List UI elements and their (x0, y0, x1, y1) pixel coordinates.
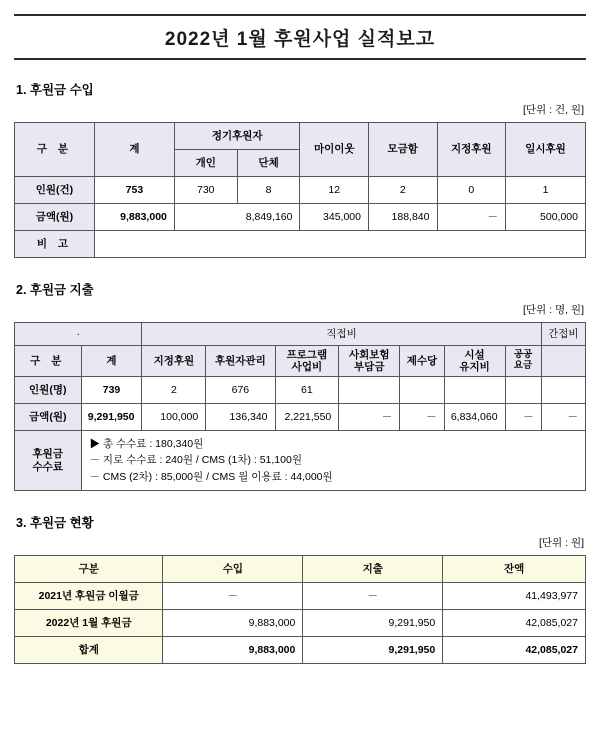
table-row (15, 231, 586, 258)
cell-amount-donor-mgmt: 136,340 (206, 404, 275, 431)
status-table (14, 555, 586, 664)
row-label-amount: 금액(원) (15, 404, 82, 431)
cell-amount-designated: 100,000 (142, 404, 206, 431)
cell-count-indirect (541, 377, 585, 404)
table-row (15, 636, 586, 663)
cell-amount-facility: 6,834,060 (444, 404, 505, 431)
col-division: 구 분 (15, 123, 95, 177)
cell-month-balance: 42,085,027 (443, 609, 586, 636)
cell-note (94, 231, 585, 258)
fee-line-total: ▶ 총 수수료 : 180,340원 (89, 438, 204, 451)
cell-amount-indirect: － (541, 404, 585, 431)
table-row (15, 177, 586, 204)
table-group-row (15, 323, 586, 346)
cell-count-designated: 2 (142, 377, 206, 404)
section3-unit: [단위 : 원] (538, 536, 584, 549)
cell-count-org: 8 (237, 177, 300, 204)
cell-count-utility (505, 377, 541, 404)
cell-amount-myineighbor: 345,000 (300, 204, 369, 231)
section-donation-status (14, 513, 586, 664)
group-indirect-cost: 간접비 (541, 323, 585, 346)
col-division: 구분 (15, 555, 163, 582)
col-total: 계 (94, 123, 174, 177)
cell-amount-regular: 8,849,160 (174, 204, 300, 231)
row-label-sum: 합계 (15, 636, 163, 663)
cell-count-program: 61 (275, 377, 339, 404)
cell-count-total: 753 (94, 177, 174, 204)
cell-count-social-insurance (339, 377, 400, 404)
table-row (15, 582, 586, 609)
cell-amount-onetime: 500,000 (506, 204, 586, 231)
section1-unit: [단위 : 건, 원] (523, 104, 584, 116)
income-table (14, 122, 586, 258)
col-onetime: 일시후원 (506, 123, 586, 177)
group-direct-cost: 직접비 (142, 323, 541, 346)
cell-count-allowance (400, 377, 444, 404)
col-program-cost: 프로그램 사업비 (275, 346, 339, 377)
col-division: 구 분 (15, 346, 82, 377)
fee-line-cms2-monthly: － CMS (2차) : 85,000원 / CMS 월 이용료 : 44,000원 (89, 470, 333, 483)
cell-count-onetime: 1 (506, 177, 586, 204)
cell-amount-utility: － (505, 404, 541, 431)
section-donation-expense (14, 280, 586, 491)
col-donation-box: 모금함 (368, 123, 437, 177)
col-designated: 지정후원 (437, 123, 506, 177)
section2-heading: 2. 후원금 지출 (16, 283, 94, 297)
cell-amount-total: 9,291,950 (81, 404, 142, 431)
col-designated: 지정후원 (142, 346, 206, 377)
table-row (15, 377, 586, 404)
section2-unit: [단위 : 명, 원] (523, 304, 584, 316)
cell-count-individual: 730 (174, 177, 237, 204)
table-header-row (15, 123, 586, 150)
cell-count-facility (444, 377, 505, 404)
expense-table (14, 322, 586, 491)
row-label-note: 비 고 (15, 231, 95, 258)
cell-count-total: 739 (81, 377, 142, 404)
table-row-fee (15, 431, 586, 491)
cell-carryover-expense: － (303, 582, 443, 609)
cell-sum-expense: 9,291,950 (303, 636, 443, 663)
cell-count-donor-mgmt: 676 (206, 377, 275, 404)
cell-count-donation-box: 2 (368, 177, 437, 204)
cell-sum-balance: 42,085,027 (443, 636, 586, 663)
cell-fee-detail (81, 431, 585, 491)
col-regular-individual: 개인 (174, 150, 237, 177)
col-donor-management: 후원자관리 (206, 346, 275, 377)
col-myineighbor: 마이이웃 (300, 123, 369, 177)
cell-count-designated: 0 (437, 177, 506, 204)
cell-count-myineighbor: 12 (300, 177, 369, 204)
row-label-count: 인원(건) (15, 177, 95, 204)
section-donation-income (14, 80, 586, 258)
cell-amount-donation-box: 188,840 (368, 204, 437, 231)
col-indirect-blank (541, 346, 585, 377)
col-income: 수입 (163, 555, 303, 582)
table-header-row (15, 555, 586, 582)
col-expense: 지출 (303, 555, 443, 582)
group-dot: · (15, 323, 142, 346)
col-regular-group: 정기후원자 (174, 123, 300, 150)
cell-amount-designated: － (437, 204, 506, 231)
table-header-row (15, 346, 586, 377)
col-facility-maintenance: 시설 유지비 (444, 346, 505, 377)
col-utility-fee: 공공 요금 (505, 346, 541, 377)
cell-amount-allowance: － (400, 404, 444, 431)
row-label-amount: 금액(원) (15, 204, 95, 231)
cell-carryover-income: － (163, 582, 303, 609)
cell-amount-social-insurance: － (339, 404, 400, 431)
col-total: 계 (81, 346, 142, 377)
row-label-count: 인원(명) (15, 377, 82, 404)
col-allowance: 제수당 (400, 346, 444, 377)
cell-sum-income: 9,883,000 (163, 636, 303, 663)
document-title-bar (14, 14, 586, 60)
row-label-month: 2022년 1월 후원금 (15, 609, 163, 636)
table-row (15, 204, 586, 231)
row-label-carryover: 2021년 후원금 이월금 (15, 582, 163, 609)
cell-carryover-balance: 41,493,977 (443, 582, 586, 609)
table-row (15, 609, 586, 636)
col-regular-org: 단체 (237, 150, 300, 177)
row-label-fee: 후원금 수수료 (15, 431, 82, 491)
cell-month-income: 9,883,000 (163, 609, 303, 636)
col-balance: 잔액 (443, 555, 586, 582)
section3-heading: 3. 후원금 현황 (16, 515, 94, 530)
table-row (15, 404, 586, 431)
col-social-insurance: 사회보험 부담금 (339, 346, 400, 377)
page-title: 2022년 1월 후원사업 실적보고 (164, 28, 436, 50)
section1-heading: 1. 후원금 수입 (16, 83, 94, 97)
cell-amount-total: 9,883,000 (94, 204, 174, 231)
cell-amount-program: 2,221,550 (275, 404, 339, 431)
fee-line-giro-cms1: － 지로 수수료 : 240원 / CMS (1차) : 51,100원 (89, 454, 302, 467)
cell-month-expense: 9,291,950 (303, 609, 443, 636)
